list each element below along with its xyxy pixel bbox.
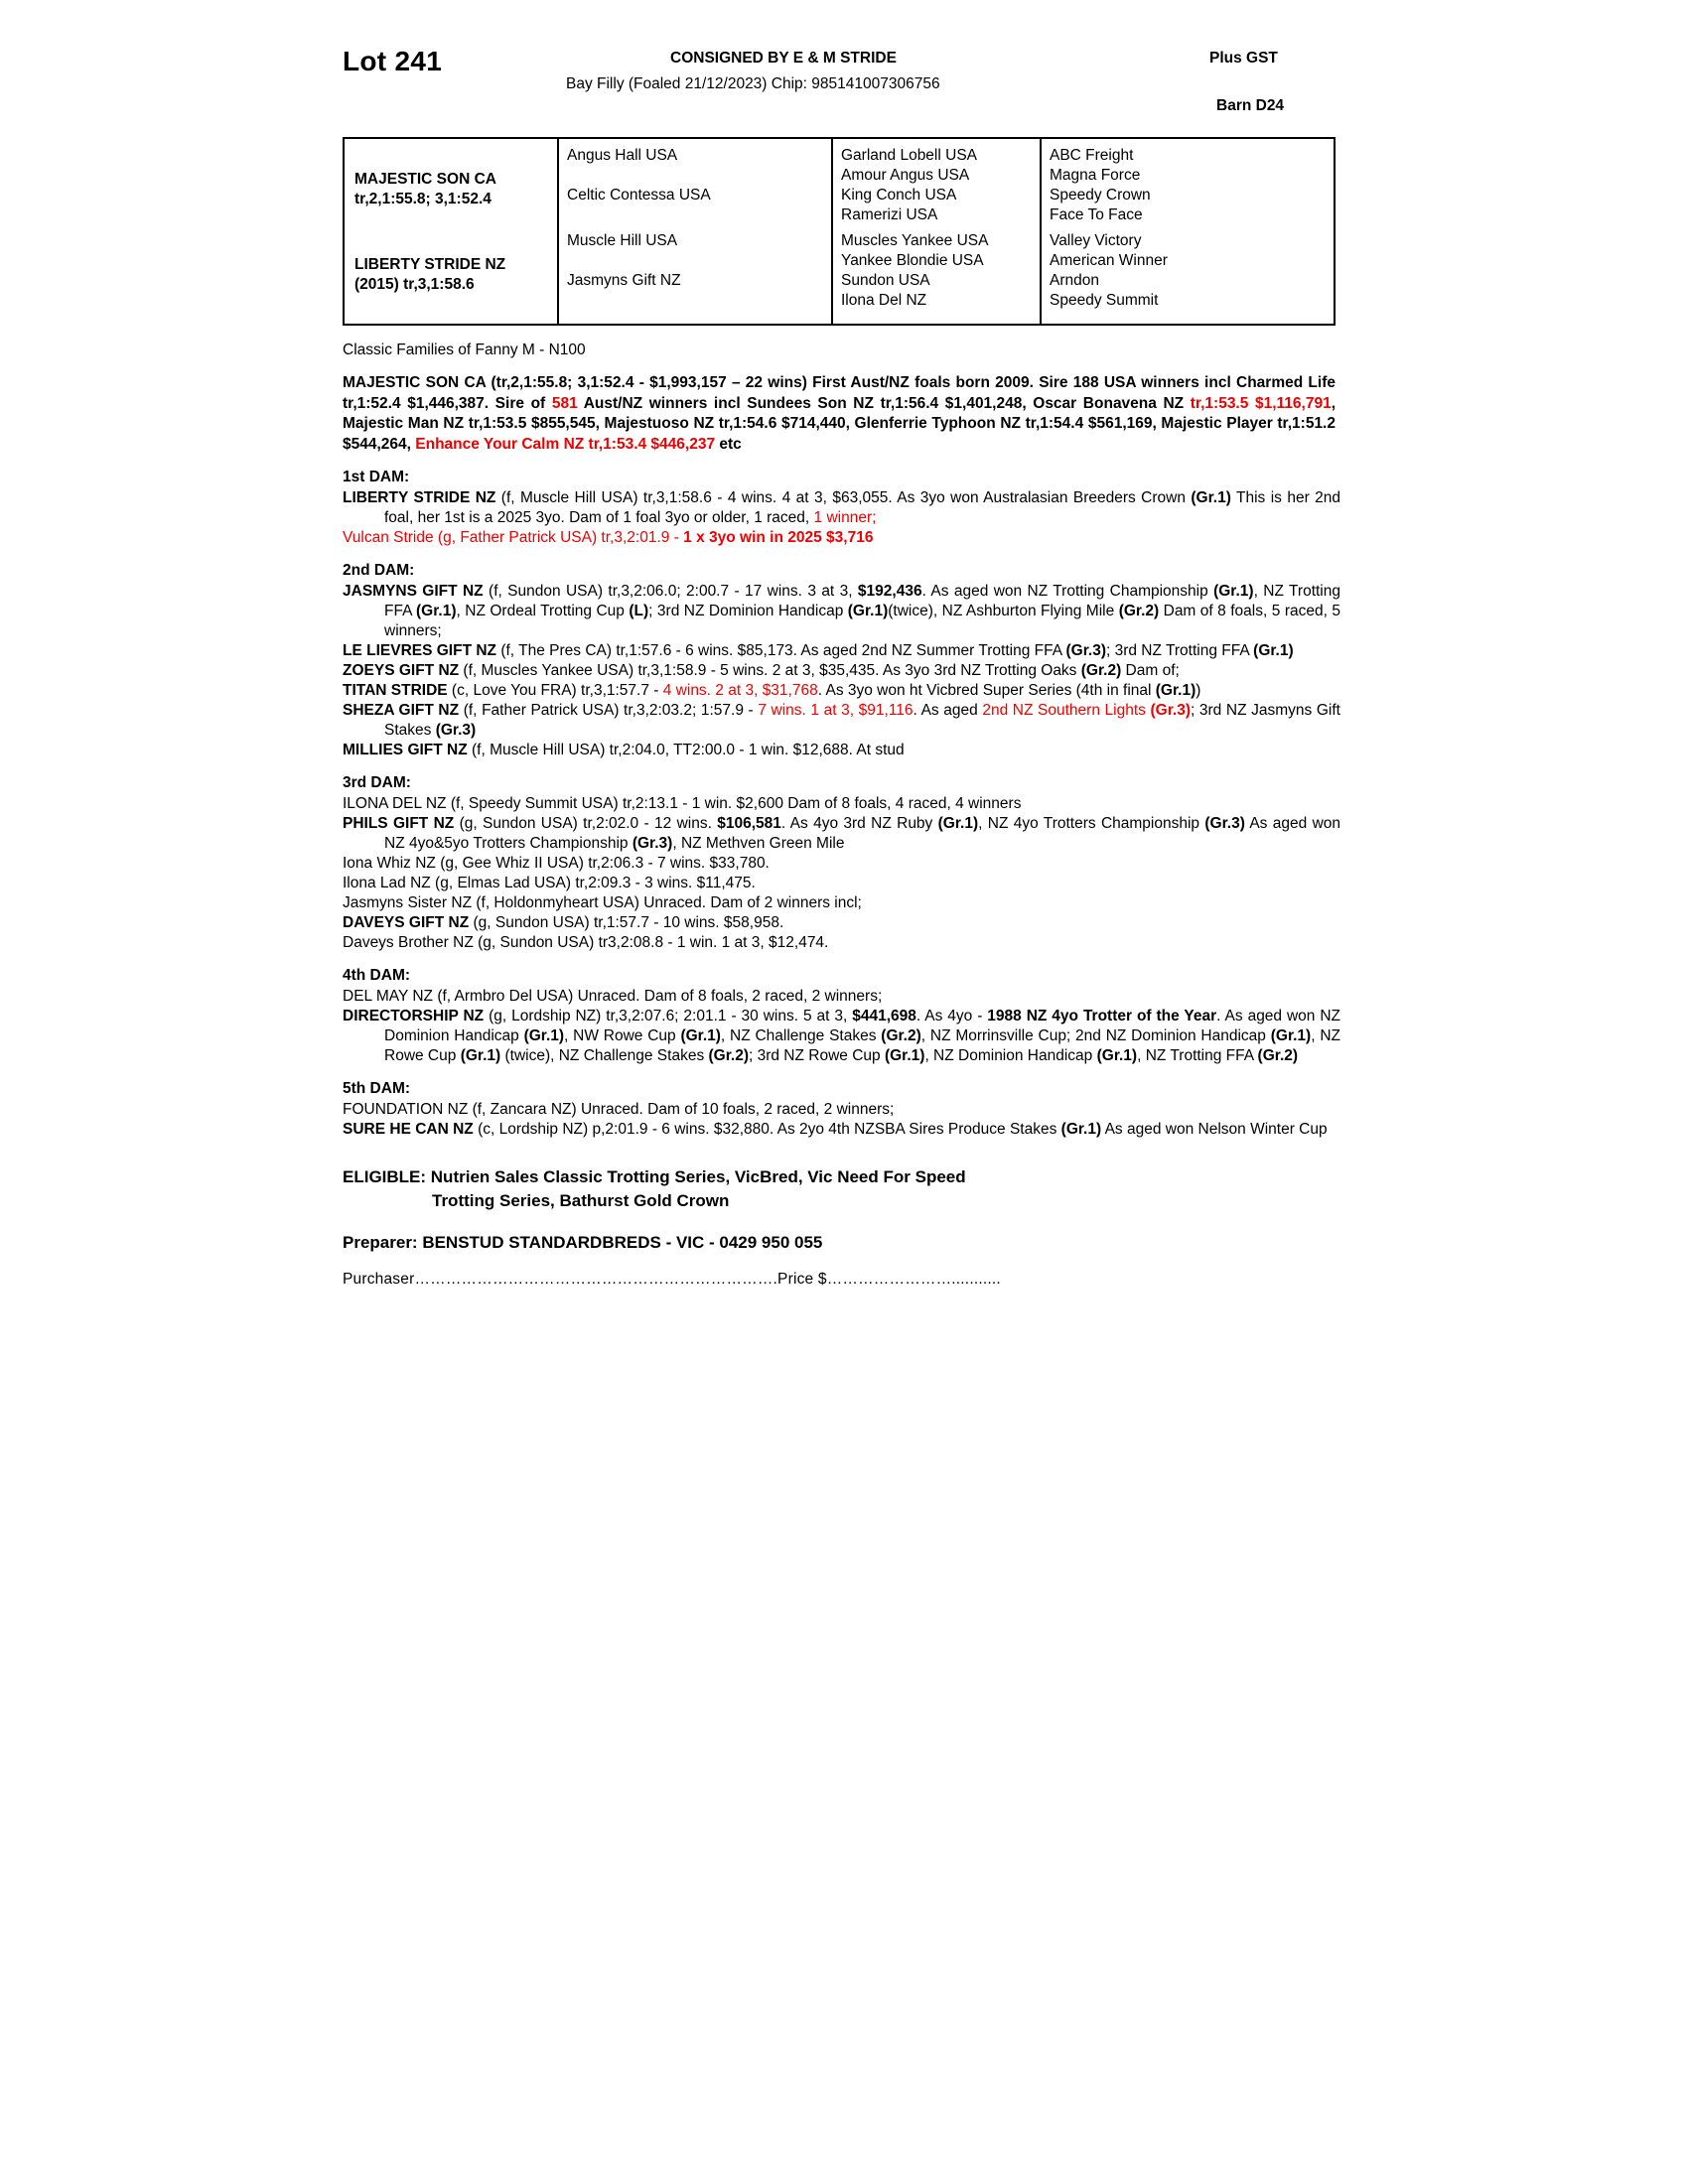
eligible-line-1: ELIGIBLE: Nutrien Sales Classic Trotting Series, VicBred, Vic Need For Speed [343,1167,966,1186]
eligible-block [343,1165,1340,1213]
pedigree-entry [343,741,1340,760]
dam-heading: 4th DAM: [343,967,411,984]
sire-summary-red3: Enhance Your Calm NZ tr,1:53.4 $446,237 [415,435,716,453]
dam-gen3-3: Sundon USA [841,272,930,289]
dam-gen3-1: Muscles Yankee USA [841,232,989,249]
sire-gen3-4: Ramerizi USA [841,206,938,223]
pedigree-entry [343,874,1340,893]
pedigree-entry [343,893,1340,913]
dam-gen3-2: Yankee Blondie USA [841,252,984,269]
entry-text: SHEZA GIFT NZ (f, Father Patrick USA) tr,3,2:03.2; 1:57.9 - 7 wins. 1 at 3, $91,116. As aged 2nd NZ Southern Lights (Gr.3); 3rd NZ Jasmyns Gift Stakes (Gr.3) [343,702,1340,739]
dam-gen4-3: Arndon [1050,272,1099,289]
sire-gen2-2: Celtic Contessa USA [567,187,711,204]
pedigree-entry [343,794,1340,814]
page-title: Lot 241 [343,46,443,76]
dam-heading: 5th DAM: [343,1080,411,1097]
sire-record: tr,2,1:55.8; 3,1:52.4 [354,191,492,207]
pedigree-entry [343,661,1340,681]
entry-text: TITAN STRIDE (c, Love You FRA) tr,3,1:57.7 - 4 wins. 2 at 3, $31,768. As 3yo won ht Vicbred Super Series (4th in final (Gr.1)) [343,682,1201,699]
classic-families: Classic Families of Fanny M - N100 [343,341,586,358]
sire-gen4-4: Face To Face [1050,206,1143,223]
dam-gen2-1: Muscle Hill USA [567,232,678,249]
pedigree-entry [343,641,1340,661]
sire-summary-red1: 581 [551,394,578,412]
entry-text: Vulcan Stride (g, Father Patrick USA) tr,3,2:01.9 - 1 x 3yo win in 2025 $3,716 [343,529,874,546]
dam-gen4-2: American Winner [1050,252,1168,269]
pedigree-divider-1 [557,139,559,324]
sire-gen4-3: Speedy Crown [1050,187,1151,204]
page-content [343,40,1340,1289]
pedigree-entry [343,913,1340,933]
sire-gen4-2: Magna Force [1050,167,1141,184]
entry-text: PHILS GIFT NZ (g, Sundon USA) tr,2:02.0 - 12 wins. $106,581. As 4yo 3rd NZ Ruby (Gr.1), NZ 4yo Trotters Championship (Gr.3) As aged won NZ 4yo&5yo Trotters Championship (Gr.3), NZ Methven Green Mile [343,815,1340,852]
pedigree-entry [343,1007,1340,1066]
sire-gen3-3: King Conch USA [841,187,957,204]
entry-text: DAVEYS GIFT NZ (g, Sundon USA) tr,1:57.7 - 10 wins. $58,958. [343,914,784,931]
pedigree-entry [343,582,1340,641]
pedigree-entry [343,814,1340,854]
dam-sections [343,469,1340,1140]
sire-summary [343,373,1336,455]
entry-text: LIBERTY STRIDE NZ (f, Muscle Hill USA) tr,3,1:58.6 - 4 wins. 4 at 3, $63,055. As 3yo won Australasian Breeders Crown (Gr.1) This is her 2nd foal, her 1st is a 2025 3yo. Dam of 1 foal 3yo or older, 1 raced, 1 winner; [343,489,1341,526]
pedigree-entry [343,528,1340,548]
sire-summary-part1: MAJESTIC SON CA (tr,2,1:55.8; 3,1:52.4 - $1,993,157 – 22 wins) First Aust/NZ foals born 2009. Sire 188 USA winners incl Charmed Life tr,1:52.4 $1,446,387. Sire of [343,374,1336,412]
dam-heading: 3rd DAM: [343,774,411,791]
sire-gen3-1: Garland Lobell USA [841,147,977,164]
pedigree-entry [343,488,1340,528]
pedigree-entry [343,1100,1340,1120]
sire-summary-part2: Aust/NZ winners incl Sundees Son NZ tr,1:56.4 $1,401,248, Oscar Bonavena NZ [577,394,1191,412]
dam-gen3-4: Ilona Del NZ [841,292,927,309]
sire-gen2-1: Angus Hall USA [567,147,678,164]
pedigree-entry [343,701,1340,741]
entry-text: DIRECTORSHIP NZ (g, Lordship NZ) tr,3,2:07.6; 2:01.1 - 30 wins. 5 at 3, $441,698. As 4yo - 1988 NZ 4yo Trotter of the Year. As aged won NZ Dominion Handicap (Gr.1), NW Rowe Cup (Gr.1), NZ Challenge Stakes (Gr.2), NZ Morrinsville Cup; 2nd NZ Dominion Handicap (Gr.1), NZ Rowe Cup (Gr.1) (twice), NZ Challenge Stakes (Gr.2); 3rd NZ Rowe Cup (Gr.1), NZ Dominion Handicap (Gr.1), NZ Trotting FFA (Gr.2) [343,1008,1341,1064]
page-header [343,40,1340,131]
dam-name: LIBERTY STRIDE NZ [354,256,506,273]
consignor-label: CONSIGNED BY E & M STRIDE [670,50,897,67]
entry-text: ZOEYS GIFT NZ (f, Muscles Yankee USA) tr,3,1:58.9 - 5 wins. 2 at 3, $35,435. As 3yo 3rd NZ Trotting Oaks (Gr.2) Dam of; [343,662,1180,679]
sire-summary-part4: etc [715,435,742,453]
dam-heading: 2nd DAM: [343,562,415,579]
entry-text: Iona Whiz NZ (g, Gee Whiz II USA) tr,2:06.3 - 7 wins. $33,780. [343,855,770,872]
foal-details: Bay Filly (Foaled 21/12/2023) Chip: 985141007306756 [566,75,940,92]
sire-summary-red2: tr,1:53.5 $1,116,791 [1190,394,1332,412]
dam-heading: 1st DAM: [343,469,410,485]
entry-text: FOUNDATION NZ (f, Zancara NZ) Unraced. Dam of 10 foals, 2 raced, 2 winners; [343,1101,895,1118]
sire-name: MAJESTIC SON CA [354,171,496,188]
entry-text: ILONA DEL NZ (f, Speedy Summit USA) tr,2:13.1 - 1 win. $2,600 Dam of 8 foals, 4 raced, 4 winners [343,795,1022,812]
pedigree-divider-3 [1040,139,1042,324]
pedigree-entry [343,854,1340,874]
entry-text: DEL MAY NZ (f, Armbro Del USA) Unraced. Dam of 8 foals, 2 raced, 2 winners; [343,988,883,1005]
sire-gen4-1: ABC Freight [1050,147,1134,164]
entry-text: JASMYNS GIFT NZ (f, Sundon USA) tr,3,2:06.0; 2:00.7 - 17 wins. 3 at 3, $192,436. As aged won NZ Trotting Championship (Gr.1), NZ Trotting FFA (Gr.1), NZ Ordeal Trotting Cup (L); 3rd NZ Dominion Handicap (Gr.1)(twice), NZ Ashburton Flying Mile (Gr.2) Dam of 8 foals, 5 raced, 5 winners; [343,583,1340,639]
pedigree-table [343,137,1336,326]
gst-note: Plus GST [1209,50,1278,67]
entry-text: MILLIES GIFT NZ (f, Muscle Hill USA) tr,2:04.0, TT2:00.0 - 1 win. $12,688. At stud [343,742,905,758]
barn-number: Barn D24 [1216,97,1285,114]
dam-gen4-1: Valley Victory [1050,232,1142,249]
preparer-line: Preparer: BENSTUD STANDARDBREDS - VIC - 0429 950 055 [343,1233,823,1252]
pedigree-entry [343,1120,1340,1140]
purchaser-line: Purchaser…………………………………………………………….Price $……………………........... [343,1271,1001,1288]
dam-record: (2015) tr,3,1:58.6 [354,276,475,293]
pedigree-entry [343,987,1340,1007]
pedigree-divider-2 [831,139,833,324]
sire-summary-part3: , Majestic Man NZ tr,1:53.5 $855,545, Majestuoso NZ tr,1:54.6 $714,440, Glenferrie Typhoon NZ tr,1:54.4 $561,169, Majestic Player tr,1:51.2 $544,264, [343,394,1336,453]
entry-text: SURE HE CAN NZ (c, Lordship NZ) p,2:01.9 - 6 wins. $32,880. As 2yo 4th NZSBA Sires Produce Stakes (Gr.1) As aged won Nelson Winter Cup [343,1121,1328,1138]
sire-gen3-2: Amour Angus USA [841,167,970,184]
entry-text: Jasmyns Sister NZ (f, Holdonmyheart USA) Unraced. Dam of 2 winners incl; [343,894,862,911]
dam-gen4-4: Speedy Summit [1050,292,1159,309]
entry-text: LE LIEVRES GIFT NZ (f, The Pres CA) tr,1:57.6 - 6 wins. $85,173. As aged 2nd NZ Summer Trotting FFA (Gr.3); 3rd NZ Trotting FFA (Gr.1) [343,642,1294,659]
pedigree-entry [343,681,1340,701]
dam-gen2-2: Jasmyns Gift NZ [567,272,681,289]
entry-text: Daveys Brother NZ (g, Sundon USA) tr3,2:08.8 - 1 win. 1 at 3, $12,474. [343,934,829,951]
pedigree-entry [343,933,1340,953]
eligible-line-2: Trotting Series, Bathurst Gold Crown [432,1191,730,1210]
entry-text: Ilona Lad NZ (g, Elmas Lad USA) tr,2:09.3 - 3 wins. $11,475. [343,875,756,891]
